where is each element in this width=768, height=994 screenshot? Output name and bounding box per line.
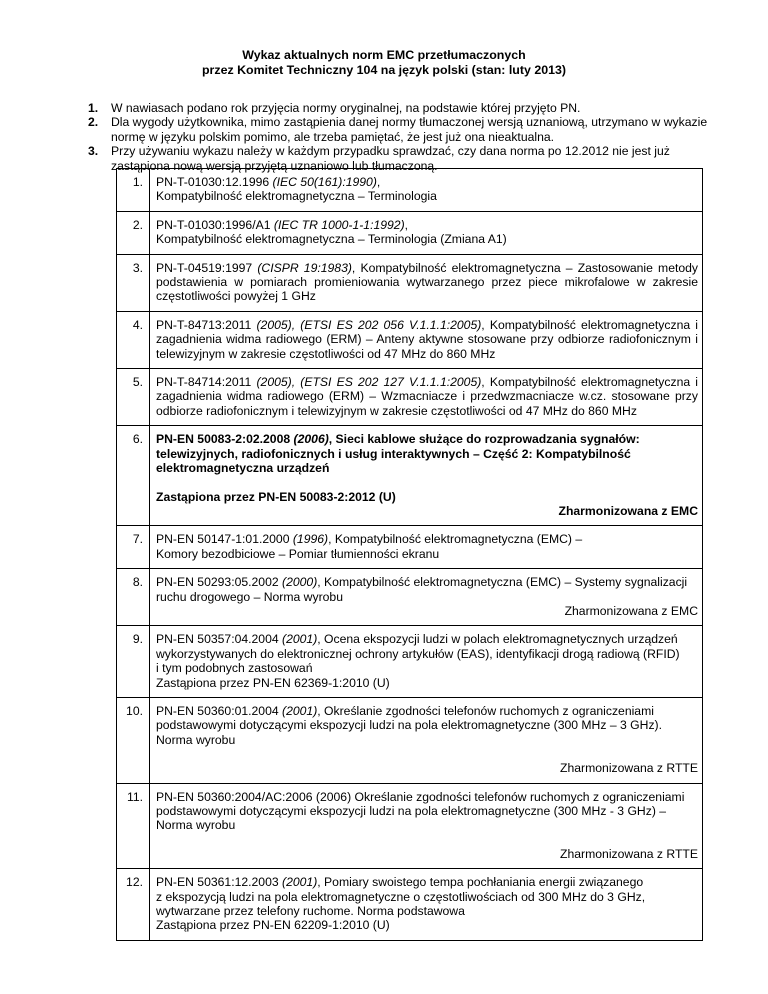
table-row xyxy=(117,697,703,783)
table-row xyxy=(117,254,703,311)
norm-original: (CISPR 19:1983) xyxy=(257,260,352,275)
table-row xyxy=(117,626,703,698)
norm-code: PN-T-84713:2011 xyxy=(156,317,252,332)
norm-code: PN-T-04519:1997 xyxy=(156,260,253,275)
norm-entry xyxy=(150,211,703,254)
norm-text: wytwarzane przez telefony ruchome. Norma podstawowa xyxy=(156,904,465,919)
replacement-note: Zastąpiona przez PN-EN 62209-1:2010 (U) xyxy=(156,918,390,933)
norm-text: , xyxy=(404,217,409,232)
norm-text: , Pomiary swoistego tempa pochłaniania energii związanego xyxy=(317,875,644,890)
table-row xyxy=(117,369,703,426)
norm-text: , Kompatybilność elektromagnetyczna – Zastosowanie metody podstawienia w pomiarach promieniowania wytwarzanego przez piece mikrofalowe w zakresie częstotliwości powyżej 1 GHz xyxy=(156,260,699,304)
norm-entry xyxy=(150,626,703,698)
norm-text: Kompatybilność elektromagnetyczna – Terminologia (Zmiana A1) xyxy=(156,232,507,247)
norm-entry xyxy=(150,426,703,526)
intro-note-text: W nawiasach podano rok przyjęcia normy oryginalnej, na podstawie której przyjęto PN. xyxy=(111,101,581,115)
table-row xyxy=(117,169,703,212)
title-line-2: przez Komitet Techniczny 104 na język polski (stan: luty 2013) xyxy=(201,63,567,77)
table-row xyxy=(117,426,703,526)
row-number: 8. xyxy=(117,569,150,626)
table-row xyxy=(117,569,703,626)
norm-code: PN-T-84714:2011 xyxy=(156,375,252,390)
harmonization-note: Zharmonizowana z RTTE xyxy=(560,761,698,776)
replacement-note: Zastąpiona przez PN-EN 62369-1:2010 (U) xyxy=(156,675,390,690)
norm-text: , Określanie zgodności telefonów ruchomych z ograniczeniami xyxy=(317,703,654,718)
title-line-1: Wykaz aktualnych norm EMC przetłumaczonych xyxy=(242,48,526,62)
norm-code: PN-EN 50361:12.2003 xyxy=(156,875,279,890)
replacement-note: Zastąpiona przez PN-EN 50083-2:2012 (U) xyxy=(156,489,396,504)
norm-original: (IEC TR 1000-1-1:1992) xyxy=(273,217,405,232)
norm-entry xyxy=(150,697,703,783)
norm-code: PN-T-01030:12.1996 xyxy=(156,175,270,189)
norm-text: Komory bezodbiciowe – Pomiar tłumienności ekranu xyxy=(156,546,440,561)
norm-original: (2006) xyxy=(293,432,329,447)
table-row xyxy=(117,869,703,941)
norm-original: (2001) xyxy=(282,875,318,890)
norm-entry xyxy=(150,526,703,569)
norm-code: PN-EN 50293:05.2002 xyxy=(156,575,279,590)
norm-code: PN-EN 50360:2004/AC:2006 (2006) xyxy=(156,789,352,804)
harmonization-note: Zharmonizowana z EMC xyxy=(564,603,698,618)
intro-note-text: Dla wygody użytkownika, mimo zastąpienia danej normy tłumaczonej wersją uznaniową, utrzymano w wykazie normę w języku polskim pomimo, ale trzeba pamiętać, że jest już ona nieaktualna. xyxy=(111,115,708,144)
row-number: 2. xyxy=(117,211,150,254)
norm-original: (2001) xyxy=(282,632,318,647)
norm-text: podstawowymi dotyczącymi ekspozycji ludzi na pola elektromagnetyczne (300 MHz – 3 GHz). xyxy=(156,718,662,733)
norm-original: (2005), (ETSI ES 202 127 V.1.1.1:2005) xyxy=(256,375,482,390)
intro-note xyxy=(88,115,708,144)
row-number: 1. xyxy=(117,169,150,212)
norm-code: PN-T-01030:1996/A1 xyxy=(156,217,271,232)
norm-original: (IEC 50(161):1990) xyxy=(272,175,377,189)
norm-text: podstawowymi dotyczącymi ekspozycji ludzi na pola elektromagnetyczne (300 MHz - 3 GHz) – xyxy=(156,804,667,818)
norm-text: , Kompatybilność elektromagnetyczna (EMC) – Systemy sygnalizacji xyxy=(317,575,688,590)
intro-note xyxy=(88,101,708,115)
norm-entry xyxy=(150,869,703,941)
row-number: 7. xyxy=(117,526,150,569)
norm-original: (2000) xyxy=(282,575,318,590)
norm-entry xyxy=(150,369,703,426)
harmonization-note: Zharmonizowana z EMC xyxy=(558,503,698,518)
intro-note-number: 2. xyxy=(88,115,99,130)
norm-entry xyxy=(150,783,703,869)
row-number: 5. xyxy=(117,369,150,426)
norm-text: , Kompatybilność elektromagnetyczna i zagadnienia widma radiowego (ERM) – Wzmacniacze i przedwzmacniacze w.cz. stosowane przy odbiorze radiofonicznym i telewizyjnym w zakresie częstotliwości od 47 MHz do 860 MHz xyxy=(156,375,698,418)
norm-code: PN-EN 50147-1:01.2000 xyxy=(156,532,290,547)
norm-code: PN-EN 50360:01.2004 xyxy=(156,703,279,718)
norm-entry xyxy=(150,169,703,212)
intro-note-text: Przy używaniu wykazu należy w każdym przypadku sprawdzać, czy dana norma po 12.2012 nie jest już zastąpiona nową wersją przyjętą uznaniowo lub tłumaczoną. xyxy=(111,144,670,173)
norm-original: (2001) xyxy=(282,703,318,718)
norm-text: z ekspozycją ludzi na pola elektromagnetyczne o częstotliwościach od 300 MHz do 3 GHz, xyxy=(156,889,646,904)
norm-text: , Kompatybilność elektromagnetyczna (EMC) – xyxy=(328,532,583,547)
table-row xyxy=(117,783,703,869)
row-number: 4. xyxy=(117,311,150,368)
intro-note-number: 3. xyxy=(88,144,99,159)
intro-note-number: 1. xyxy=(88,101,99,115)
norm-entry xyxy=(150,569,703,626)
row-number: 9. xyxy=(117,626,150,698)
norm-text: , Ocena ekspozycji ludzi w polach elektromagnetycznych urządzeń xyxy=(317,632,678,647)
norm-text: , xyxy=(376,175,381,189)
table-row xyxy=(117,526,703,569)
norm-text: Kompatybilność elektromagnetyczna – Terminologia xyxy=(156,189,437,204)
norm-text: i tym podobnych zastosowań xyxy=(156,661,313,676)
norm-text: wykorzystywanych do elektronicznej ochrony artykułów (EAS), identyfikacji drogą radiową (RFID) xyxy=(156,646,680,661)
row-number: 12. xyxy=(117,869,150,941)
table-row xyxy=(117,311,703,368)
document-title xyxy=(0,48,768,78)
norm-entry xyxy=(150,311,703,368)
norms-table xyxy=(116,168,703,941)
norm-text: , Kompatybilność elektromagnetyczna i zagadnienia widma radiowego (ERM) – Anteny aktywne stosowane przy odbiorze radiofonicznym i telewizyjnym w zakresie częstotliwości od 47 MHz do 860 MHz xyxy=(156,317,698,361)
row-number: 10. xyxy=(117,697,150,783)
intro-notes-list xyxy=(88,101,708,173)
norm-text: Norma wyrobu xyxy=(156,732,236,747)
norm-original: (1996) xyxy=(292,532,329,547)
norm-text: , Sieci kablowe służące do rozprowadzania sygnałów: telewizyjnych, radiofonicznych i usług interaktywnych – Część 2: Kompatybilność elektromagnetyczna urządzeń xyxy=(156,432,640,476)
norm-text: Norma wyrobu xyxy=(156,818,236,833)
row-number: 6. xyxy=(117,426,150,526)
norm-code: PN-EN 50083-2:02.2008 xyxy=(156,432,291,447)
norm-text: Określanie zgodności telefonów ruchomych z ograniczeniami xyxy=(351,789,685,804)
norm-text: ruchu drogowego – Norma wyrobu xyxy=(156,589,343,604)
row-number: 3. xyxy=(117,254,150,311)
row-number: 11. xyxy=(117,783,150,869)
table-row xyxy=(117,211,703,254)
norm-original: (2005), (ETSI ES 202 056 V.1.1.1:2005) xyxy=(256,317,482,332)
norm-entry xyxy=(150,254,703,311)
harmonization-note: Zharmonizowana z RTTE xyxy=(560,846,698,861)
norm-code: PN-EN 50357:04.2004 xyxy=(156,632,279,647)
